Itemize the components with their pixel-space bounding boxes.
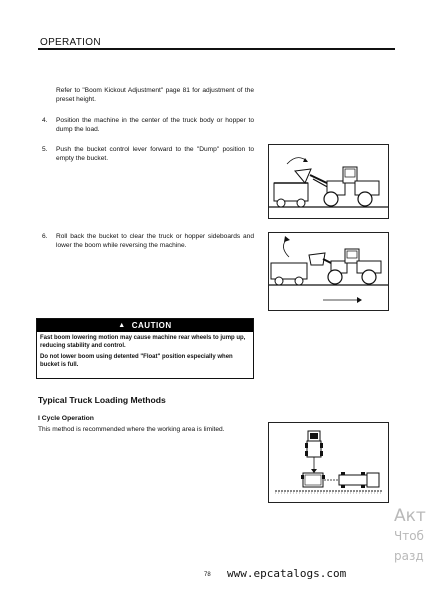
caution-body [37,332,253,369]
sub-heading: I Cycle Operation [38,415,94,422]
caution-text-1: Fast boom lowering motion may cause machine rear wheels to jump up, reducing stability and control. [40,335,246,349]
step-5-text: Push the bucket control lever forward to the "Dump" position to empty the bucket. [56,146,254,163]
dump-illustration [269,145,388,218]
i-cycle-illustration [269,423,388,502]
dump-figure [268,144,389,219]
header-rule [38,48,395,50]
caution-label: CAUTION [131,321,172,330]
step-6-number: 6. [42,233,48,240]
caution-text-2: Do not lower boom using detented "Float" position especially when bucket is full. [40,354,233,368]
page-number: 78 [204,572,211,578]
intro-paragraph: Refer to "Boom Kickout Adjustment" page 81 for adjustment of the preset height. [56,87,254,104]
i-cycle-figure [268,422,389,503]
rollback-illustration [269,233,388,310]
page-header-title: OPERATION [40,37,101,48]
warning-triangle-icon: ▲ [118,322,126,329]
site-url: www.epcatalogs.com [227,567,347,580]
caution-header [37,319,253,332]
step-5-number: 5. [42,146,48,153]
step-4-number: 4. [42,117,48,124]
step-4-text: Position the machine in the center of the truck body or hopper to dump the load. [56,117,254,134]
section-heading: Typical Truck Loading Methods [38,395,166,405]
step-6-text: Roll back the bucket to clear the truck or hopper sideboards and lower the boom while reversing the machine. [56,233,254,250]
watermark-line-3: разд [394,549,424,563]
watermark-line-2: Чтоб [394,529,424,543]
rollback-figure [268,232,389,311]
section-body: This method is recommended where the working area is limited. [38,426,225,433]
watermark-line-1: Акт [394,506,426,526]
caution-box [36,318,254,379]
